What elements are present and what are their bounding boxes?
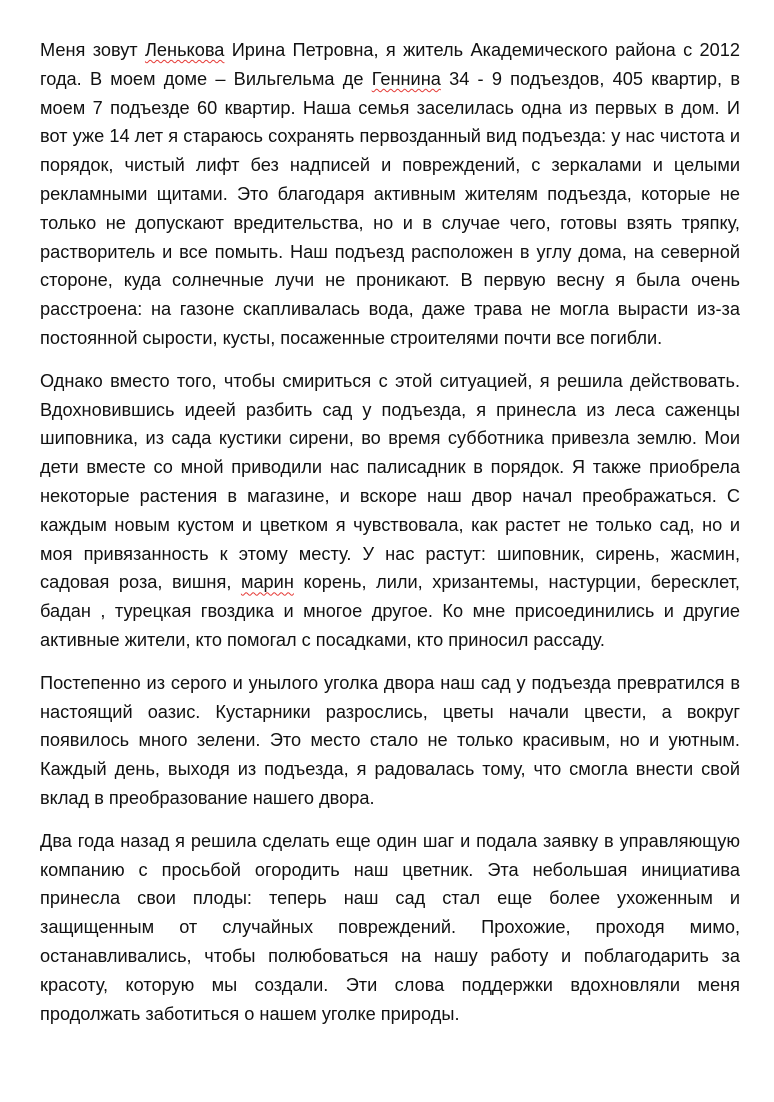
- paragraph-2-text: Однако вместо того, чтобы смириться с этой ситуацией, я решила действовать. Вдохновившись идеей разбить сад у подъезда, я принесла из леса саженцы шиповника, из сада кустики сирени, во время субботника привезла землю. Мои дети вместе со мной приводили нас палисадник в порядок. Я также приобрела некоторые растения в магазине, и вскоре наш двор начал преображаться. С каждым новым кустом и цветком я чувствовала, как растет не только сад, но и моя привязанность к этому месту. У нас растут: шиповник, сирень, жасмин, садовая роза, вишня,: [40, 370, 740, 593]
- paragraph-3: [40, 669, 740, 813]
- paragraph-4-text: Два года назад я решила сделать еще один шаг и подала заявку в управляющую компанию с просьбой огородить наш цветник. Эта небольшая инициатива принесла свои плоды: теперь наш сад стал еще более ухоженным и защищенным от случайных повреждений. Прохожие, проходя мимо, останавливались, чтобы полюбоваться на нашу работу и поблагодарить за красоту, которую мы создали. Эти слова поддержки вдохновляли меня продолжать заботиться о нашем уголке природы.: [40, 830, 740, 1024]
- paragraph-1: [40, 36, 740, 353]
- paragraph-1-text: 34 - 9 подъездов, 405 квартир, в моем 7 подъезде 60 квартир. Наша семья заселилась одна из первых в дом. И вот уже 14 лет я стараюсь сохранять первозданный вид подъезда: у нас чистота и порядок, чистый лифт без надписей и повреждений, с зеркалами и целыми рекламными щитами. Это благодаря активным жителям подъезда, которые не только не допускают вредительства, но и в случае чего, готовы взять тряпку, растворитель и все помыть. Наш подъезд расположен в углу дома, на северной стороне, куда солнечные лучи не проникают. В первую весну я была очень расстроена: на газоне скапливалась вода, даже трава не могла вырасти из-за постоянной сырости, кусты, посаженные строителями почти все погибли.: [40, 68, 740, 348]
- paragraph-3-text: Постепенно из серого и унылого уголка двора наш сад у подъезда превратился в настоящий оазис. Кустарники разрослись, цветы начали цвести, а вокруг появилось много зелени. Это место стало не только красивым, но и уютным. Каждый день, выходя из подъезда, я радовалась тому, что смогла внести свой вклад в преобразование нашего двора.: [40, 672, 740, 808]
- paragraph-1-text: Ирина Петровна, я житель Академического района с 2012 года. В моем доме – Вильгельма де: [40, 40, 740, 89]
- paragraph-4: [40, 827, 740, 1029]
- spellcheck-word-lenkova: Ленькова: [144, 40, 225, 60]
- spellcheck-word-marin: марин: [240, 572, 294, 593]
- document-page: [40, 36, 740, 1028]
- paragraph-1-text: Меня зовут: [40, 40, 145, 60]
- paragraph-2-text: корень, лили, хризантемы, настурции, бересклет, бадан , турецкая гвоздика и многое другое. Ко мне присоединились и другие активные жители, кто помогал с посадками, кто приносил рассаду.: [40, 572, 740, 650]
- paragraph-2: [40, 367, 740, 655]
- spellcheck-word-gennina: Геннина: [371, 68, 441, 89]
